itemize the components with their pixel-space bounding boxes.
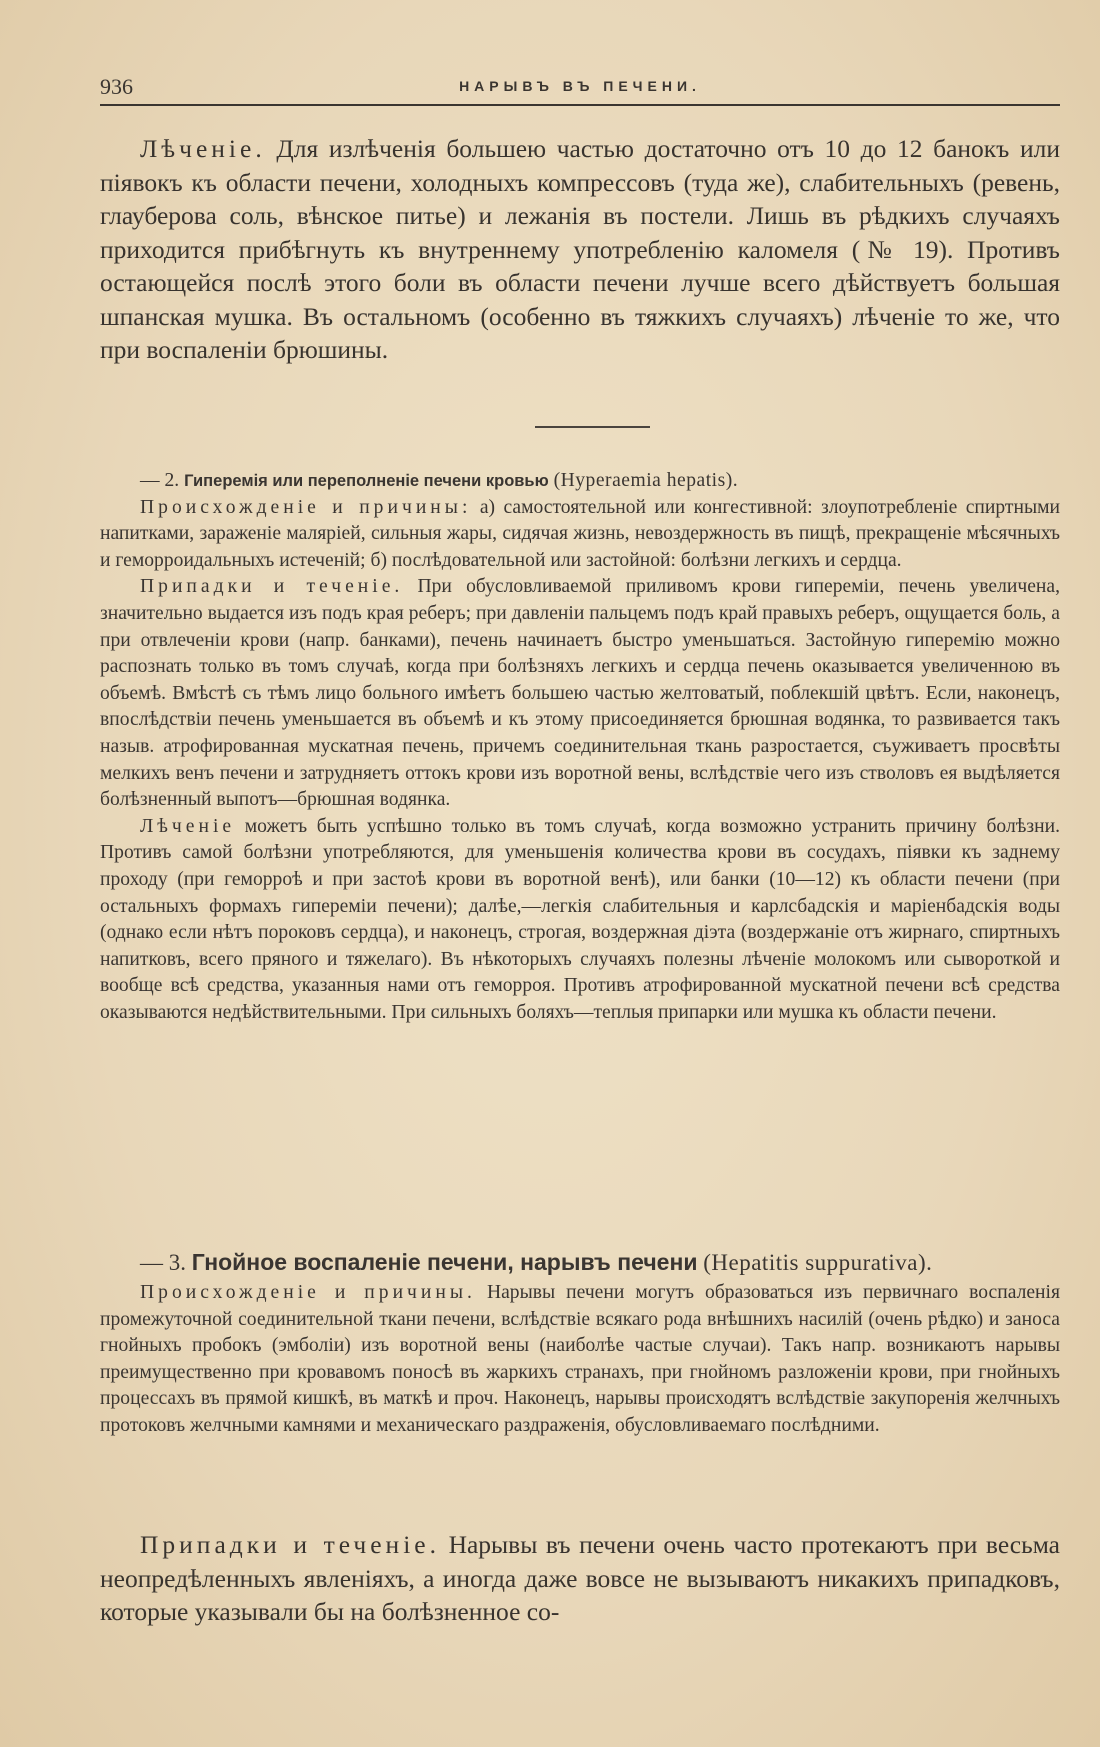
paragraph-lead: Лѣченіе. bbox=[140, 134, 266, 163]
section-suppurative-hepatitis bbox=[100, 1245, 1060, 1440]
section-abscess-symptoms bbox=[100, 1528, 1060, 1629]
section-hyperaemia bbox=[100, 468, 1060, 1026]
paragraph-text: а) самостоятельной или конгестивной: злоупотребленіе спиртными напитками, зараженіе маляріей, сильныя жары, сидячая жизнь, невоздержность въ пищѣ, прекращеніе мѣсячныхъ и геморроидальныхъ истеченій; б) послѣдовательной или застойной: болѣзни легкихъ и сердца. bbox=[100, 496, 1060, 571]
paragraph bbox=[100, 132, 1060, 367]
header-rule bbox=[100, 104, 1060, 106]
paragraph-symptoms bbox=[100, 574, 1060, 813]
paragraph-text: Нарывы въ печени очень часто протекаютъ при весьма неопредѣленныхъ явленіяхъ, а иногда даже вовсе не вызываютъ никакихъ припадковъ, которые указывали бы на болѣзненное со- bbox=[100, 1530, 1061, 1626]
heading-title: Гнойное воспаленіе печени, нарывъ печени bbox=[191, 1249, 698, 1275]
heading-latin: (Hepatitis suppurativa). bbox=[703, 1250, 933, 1275]
page-number: 936 bbox=[100, 74, 133, 99]
paragraph-origin bbox=[100, 495, 1060, 575]
heading-number: — 2. bbox=[140, 470, 180, 491]
heading-latin: (Hyperaemia hepatis). bbox=[553, 470, 739, 491]
section-treatment-inflammation bbox=[100, 132, 1060, 367]
paragraph-origin bbox=[100, 1280, 1060, 1440]
paragraph-text: Нарывы печени могутъ образоваться изъ первичнаго воспаленія промежуточной соединительной ткани печени, вслѣдствіе всякаго рода внѣшнихъ насилій (очень рѣдко) и заноса гнойныхъ пробокъ (эмболіи) изъ воротной вены (наиболѣе частые случаи). Такъ напр. возникаютъ нарывы преимущественно при кровавомъ поносѣ въ жаркихъ странахъ, при гнойномъ разложеніи крови, при гнойныхъ процессахъ въ прямой кишкѣ, въ маткѣ и проч. Наконецъ, нарывы происходятъ вслѣдствіе закупоренія желчныхъ протоковъ желчными камнями и механическаго раздраженія, обусловливаемаго послѣдними. bbox=[100, 1282, 1061, 1436]
paragraph-lead: Припадки и теченіе. bbox=[140, 1530, 440, 1559]
section-heading bbox=[100, 1245, 1060, 1280]
section-separator bbox=[535, 426, 650, 428]
paragraph-text: можетъ быть успѣшно только въ томъ случаѣ, когда возможно устранить причину болѣзни. Противъ самой болѣзни употребляются, для уменьшенія количества крови въ сосудахъ, піявки къ заднему проходу (при геморроѣ и при застоѣ крови въ воротной венѣ), или банки (10—12) къ области печени (при остальныхъ формахъ гипереміи печени); далѣе,—легкія слабительныя и карлсбадскія и маріенбадскія воды (однако если нѣтъ пороковъ сердца), и наконецъ, строгая, воздержная діэта (воздержаніе отъ жирнаго, спиртныхъ напитковъ, всего пряного и тяжелаго). Въ нѣкоторыхъ случаяхъ полезны лѣченіе молокомъ или сывороткой и вообще всѣ средства, указанныя нами отъ геморроя. Противъ атрофированной мускатной печени всѣ средства оказываются недѣйствительными. При сильныхъ боляхъ—теплыя припарки или мушка къ области печени. bbox=[100, 815, 1060, 1023]
paragraph-text: При обусловливаемой приливомъ крови гипереміи, печень увеличена, значительно выдается изъ подъ края реберъ; при давленіи пальцемъ подъ край правыхъ реберъ, ощущается боль, а при отвлеченіи крови (напр. банками), печень начинаетъ быстро уменьшаться. Застойную гиперемію можно распознать только въ томъ случаѣ, когда при болѣзняхъ легкихъ и сердца печень оказывается увеличенною въ объемѣ. Вмѣстѣ съ тѣмъ лицо больного имѣетъ большею частью желтоватый, поблекшій цвѣтъ. Если, наконецъ, впослѣдствіи печень уменьшается въ объемѣ и къ этому присоединяется брюшная водянка, то развивается такъ назыв. атрофированная мускатная печень, причемъ соединительная ткань разростается, съуживаетъ просвѣты мелкихъ венъ печени и затрудняетъ оттокъ крови изъ воротной вены, вслѣдствіе чего изъ стволовъ ея выдѣляется болѣзненный выпотъ—брюшная водянка. bbox=[100, 576, 1060, 811]
paragraph-lead: Происхожденіе и причины: bbox=[140, 496, 472, 518]
paragraph-lead: Припадки и теченіе. bbox=[140, 576, 404, 598]
paragraph-lead: Происхожденіе и причины. bbox=[140, 1282, 476, 1303]
paragraph bbox=[100, 1528, 1060, 1629]
running-head: НАРЫВЪ ВЪ ПЕЧЕНИ. bbox=[459, 78, 701, 94]
paragraph-treatment bbox=[100, 814, 1060, 1027]
page-header bbox=[100, 74, 1060, 102]
paragraph-lead: Лѣченіе bbox=[140, 815, 236, 837]
heading-title: Гиперемія или переполненіе печени кровью bbox=[184, 472, 549, 490]
heading-number: — 3. bbox=[140, 1250, 186, 1275]
paragraph-text: Для излѣченія большею частью достаточно отъ 10 до 12 банокъ или піявокъ къ области печени, холодныхъ компрессовъ (туда же), слабительныхъ (ревень, глауберова соль, вѣнское питье) и лежанія въ постели. Лишь въ рѣдкихъ случаяхъ приходится прибѣгнуть къ внутреннему употребленію каломеля (№ 19). Противъ остающейся послѣ этого боли въ области печени лучше всего дѣйствуетъ большая шпанская мушка. Въ остальномъ (особенно въ тяжкихъ случаяхъ) лѣченіе то же, что при воспаленіи брюшины. bbox=[100, 134, 1060, 364]
section-heading bbox=[100, 468, 1060, 495]
